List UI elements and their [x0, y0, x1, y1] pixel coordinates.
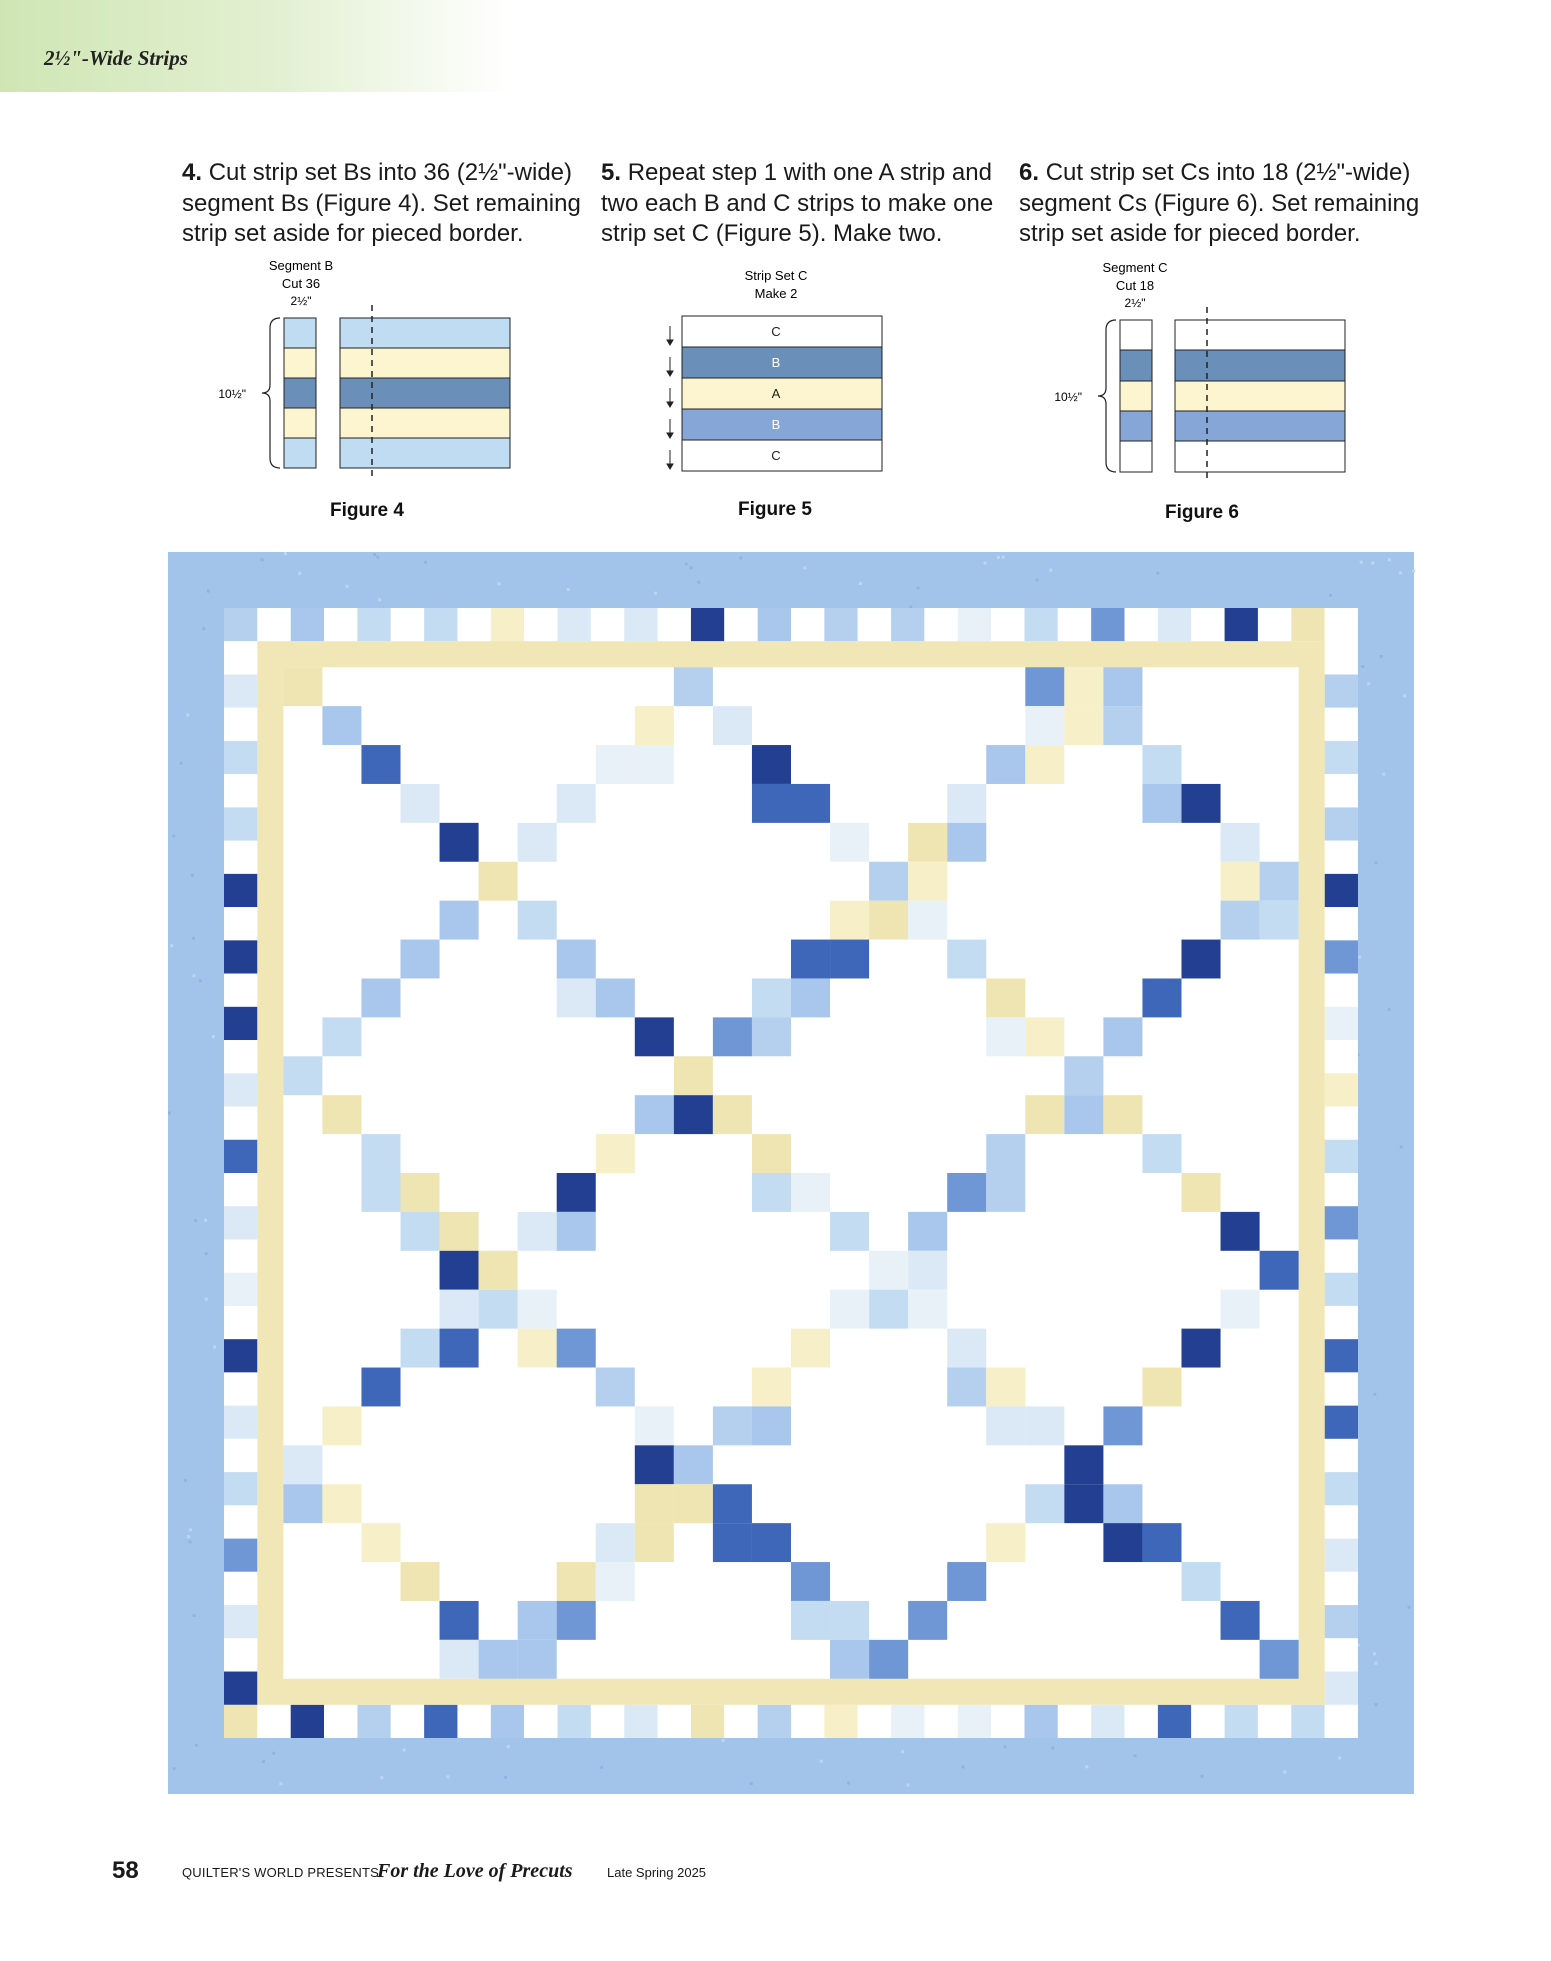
step-text: Repeat step 1 with one A strip and two each B and C strips to make one strip set C (Figure 5). Make two. [601, 159, 994, 247]
pressing-arrows [667, 326, 673, 469]
figure-5-label-line2: Make 2 [754, 286, 798, 301]
quilt-photo [168, 552, 1414, 1794]
figure-6-diagram [1054, 252, 1360, 482]
strip-label-c-top: C [771, 324, 781, 339]
figure-6-width-label: 2½" [1124, 296, 1146, 310]
figure-5-diagram [660, 262, 900, 482]
strip-label-b-top: B [771, 355, 781, 370]
step-number: 4. [182, 159, 203, 186]
step-5 [601, 158, 1021, 250]
figure-6-label-line2: Cut 18 [1115, 278, 1155, 293]
figure-4-label-line1: Segment B [268, 258, 334, 273]
figure-6-segment [1120, 320, 1152, 472]
figure-4-label-line2: Cut 36 [281, 276, 321, 291]
page-number: 58 [112, 1857, 139, 1884]
footer-issue: Late Spring 2025 [607, 1865, 707, 1880]
footer-brand: QUILTER'S WORLD PRESENTS: [182, 1865, 383, 1880]
figure-6-caption: Figure 6 [1165, 502, 1239, 523]
figure-4-diagram [200, 250, 530, 480]
section-title: 2½"-Wide Strips [44, 46, 188, 70]
step-4 [182, 158, 602, 250]
strip-label-c-bottom: C [771, 448, 781, 463]
figure-6-brace [1098, 320, 1116, 472]
figure-6-strip-set [1175, 320, 1345, 472]
step-number: 6. [1019, 159, 1040, 186]
figure-4-brace [262, 318, 280, 468]
figure-4-height-label: 10½" [218, 387, 246, 401]
step-text: Cut strip set Cs into 18 (2½"-wide) segment Cs (Figure 6). Set remaining strip set aside for pieced border. [1019, 159, 1420, 247]
figure-4-segment [284, 318, 316, 468]
figure-6-height-label: 10½" [1054, 390, 1082, 404]
figure-5-label-line1: Strip Set C [744, 268, 808, 283]
step-number: 5. [601, 159, 622, 186]
strip-label-b-bottom: B [771, 417, 781, 432]
step-text: Cut strip set Bs into 36 (2½"-wide) segment Bs (Figure 4). Set remaining strip set aside for pieced border. [182, 159, 581, 247]
footer-magazine-title: For the Love of Precuts [377, 1860, 573, 1882]
figure-5-strip-set [681, 316, 883, 471]
step-6 [1019, 158, 1439, 250]
figure-5-caption: Figure 5 [738, 499, 812, 520]
figure-4-width-label: 2½" [290, 294, 312, 308]
strip-label-a: A [771, 386, 781, 401]
figure-6-label-line1: Segment C [1102, 260, 1168, 275]
quilt-illustration [168, 552, 1414, 1794]
figure-4-strip-set [340, 318, 510, 468]
figure-4-caption: Figure 4 [330, 500, 404, 521]
